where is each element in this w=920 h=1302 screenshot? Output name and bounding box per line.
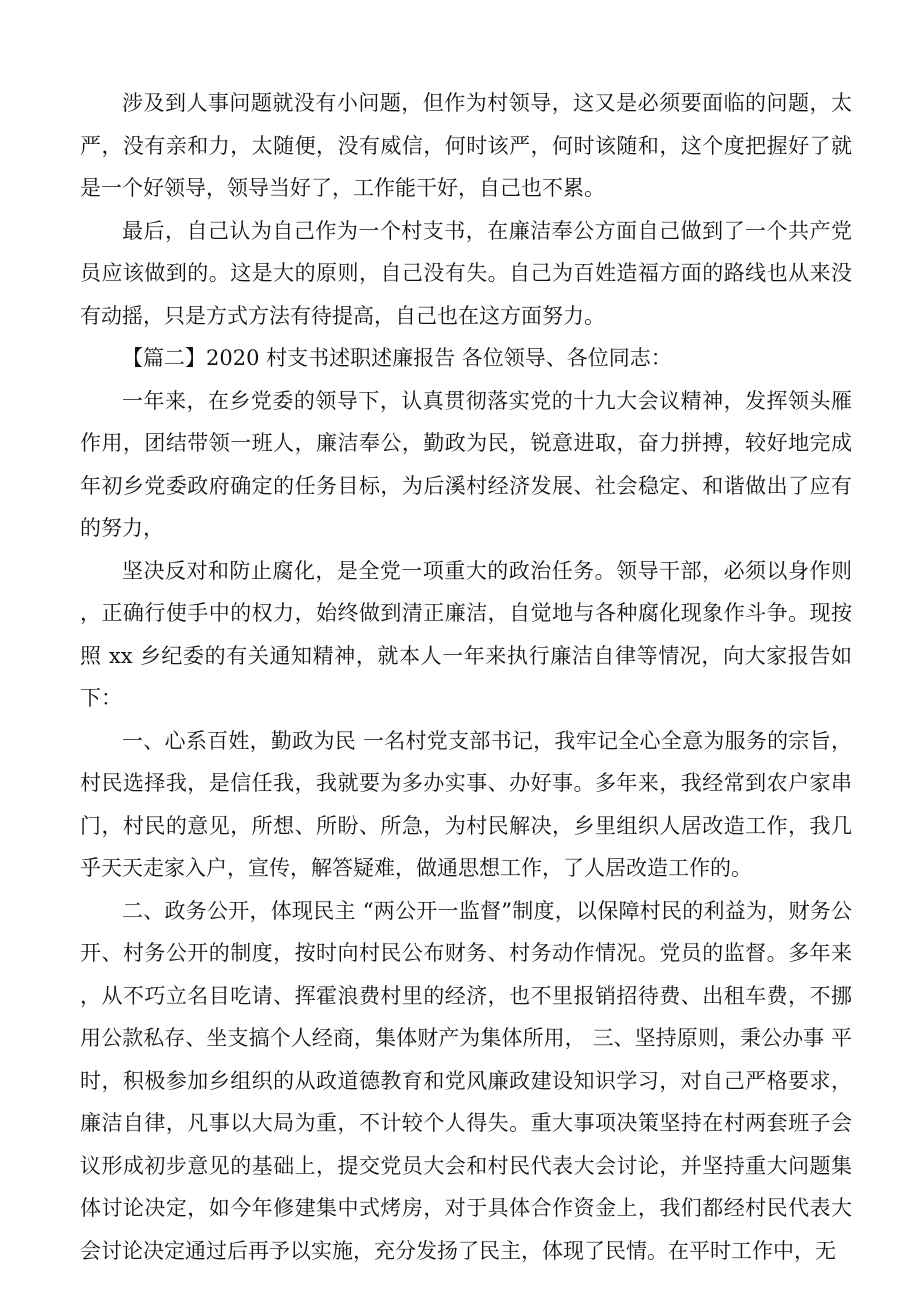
paragraph-section-one: 一、心系百姓，勤政为民 一名村党支部书记，我牢记全心全意为服务的宗旨，村民选择我，是信任我，我就要为多办实事、办好事。多年来，我经常到农户家串门，村民的意见，所想、所盼、所急，为村民解决，乡里组织人居改造工作，我几乎天天走家入户，宣传，解答疑难，做通思想工作，了人居改造工作的。 [80, 728, 852, 880]
paragraph-anti-corruption: 坚决反对和防止腐化，是全党一项重大的政治任务。领导干部，必须以身作则，正确行使手中的权力，始终做到清正廉洁，自觉地与各种腐化现象作斗争。现按照 xx 乡纪委的有关通知精神，就本人一年来执行廉洁自律等情况，向大家报告如下： [80, 558, 852, 710]
paragraph-conclusion: 最后，自己认为自己作为一个村支书，在廉洁奉公方面自己做到了一个共产党员应该做到的。这是大的原则，自己没有失。自己为百姓造福方面的路线也从来没有动摇，只是方式方法有待提高，自己也在这方面努力。 [80, 218, 852, 328]
paragraph-year-review: 一年来，在乡党委的领导下，认真贯彻落实党的十九大会议精神，发挥领头雁作用，团结带领一班人，廉洁奉公，勤政为民，锐意进取，奋力拼搏，较好地完成年初乡党委政府确定的任务目标，为后溪村经济发展、社会稳定、和谐做出了应有的努力， [80, 388, 852, 540]
paragraph-section-two-three: 二、政务公开，体现民主 “两公开一监督”制度，以保障村民的利益为，财务公开、村务公开的制度，按时向村民公布财务、村务动作情况。党员的监督。多年来，从不巧立名目吃请、挥霍浪费村里的经济，也不里报销招待费、出租车费，不挪用公款私存、坐支搞个人经商，集体财产为集体所用， 三、坚持原则，秉公办事 平时，积极参加乡组织的从政道德教育和党风廉政建设知识学习，对自己严格要求，廉洁自律，凡事以大局为重，不计较个人得失。重大事项决策坚持在村两套班子会议形成初步意见的基础上，提交党员大会和村民代表大会讨论，并坚持重大问题集体讨论决定，如今年修建集中式烤房，对于具体合作资金上，我们都经村民代表大会讨论决定通过后再予以实施，充分发扬了民主，体现了民情。在平时工作中，无 [80, 898, 852, 1263]
document-body [80, 82, 852, 1272]
paragraph-personnel-issues: 涉及到人事问题就没有小问题，但作为村领导，这又是必须要面临的问题，太严，没有亲和力，太随便，没有威信，何时该严，何时该随和，这个度把握好了就是一个好领导，领导当好了，工作能干好，自己也不累。 [80, 91, 852, 200]
section-heading-part-two: 【篇二】2020 村支书述职述廉报告 各位领导、各位同志： [122, 346, 672, 370]
